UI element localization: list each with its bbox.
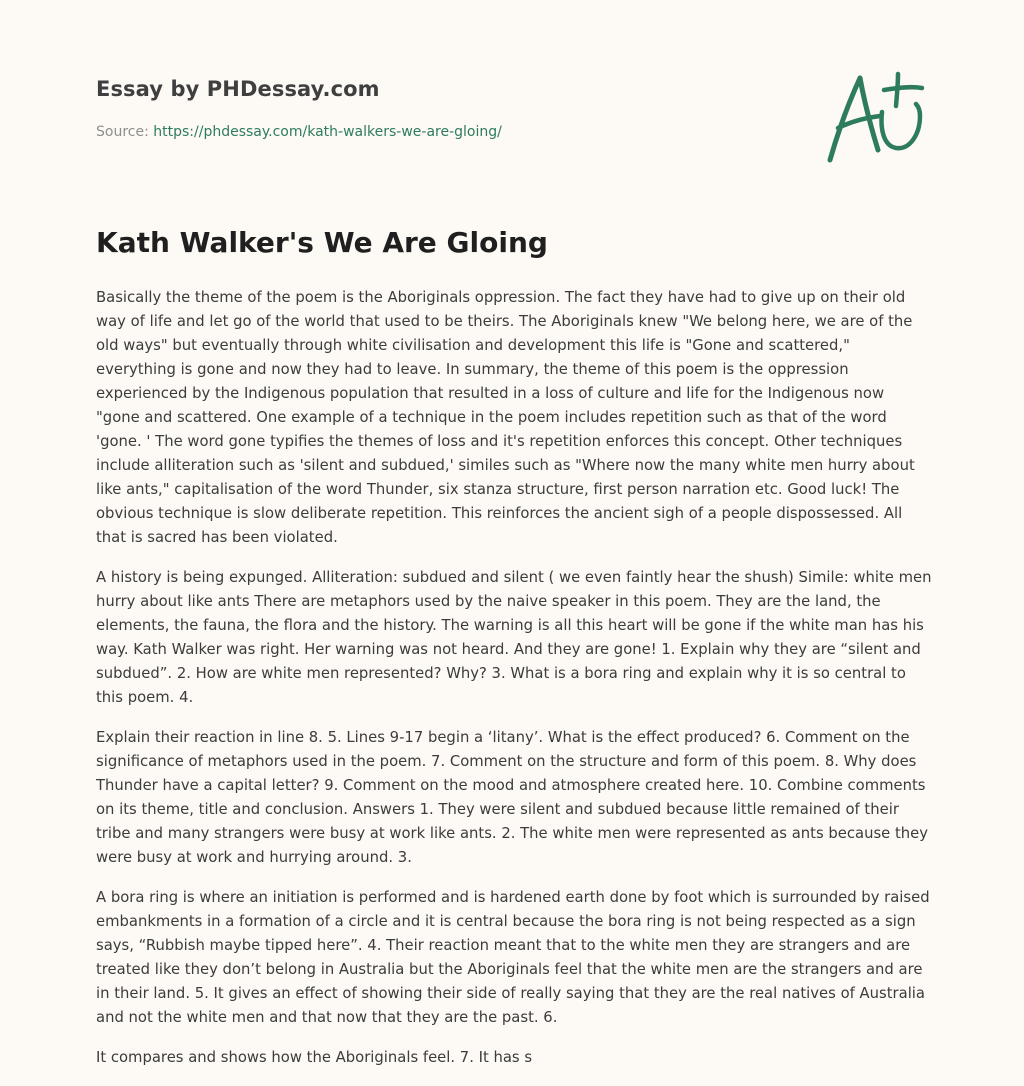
source-label: Source:	[96, 124, 154, 140]
a-plus-logo-icon	[824, 66, 928, 166]
essay-paragraph: Explain their reaction in line 8. 5. Lines 9-17 begin a ‘litany’. What is the effect produced? 6. Comment on the significance of metaphors used in the poem. 7. Comment on the structure and form of this poem. 8. Why does Thunder have a capital letter? 9. Comment on the mood and atmosphere created here. 10. Combine comments on its theme, title and conclusion. Answers 1. They were silent and subdued because little remained of their tribe and many strangers were busy at work like ants. 2. The white men were represented as ants because they were busy at work and hurrying around. 3.	[96, 729, 929, 866]
site-brand: Essay by PHDessay.com	[96, 77, 380, 101]
source-link[interactable]: https://phdessay.com/kath-walkers-we-are-gloing/	[153, 124, 502, 140]
essay-paragraph: Basically the theme of the poem is the Aboriginals oppression. The fact they have had to give up on their old way of life and let go of the world that used to be theirs. The Aboriginals knew "We belong here, we are of the old ways" but eventually through white civilisation and development this life is "Gone and scattered," everything is gone and now they had to leave. In summary, the theme of this poem is the oppression experienced by the Indigenous population that resulted in a loss of culture and life for the Indigenous now "gone and scattered. One example of a technique in the poem includes repetition such as that of the word 'gone. ' The word gone typifies the themes of loss and it's repetition enforces this concept. Other techniques include alliteration such as 'silent and subdued,' similes such as "Where now the many white men hurry about like ants," capitalisation of the word Thunder, six stanza structure, first person narration etc. Good luck! The obvious technique is slow deliberate repetition. This reinforces the ancient sigh of a people dispossessed. All that is sacred has been violated.	[96, 289, 915, 546]
essay-paragraph: A bora ring is where an initiation is performed and is hardened earth done by foot which is surrounded by raised embankments in a formation of a circle and it is central because the bora ring is not being respected as a sign says, “Rubbish maybe tipped here”. 4. Their reaction meant that to the white men they are strangers and are treated like they don’t belong in Australia but the Aboriginals feel that the white men are the strangers and are in their land. 5. It gives an effect of showing their side of really saying that they are the real natives of Australia and not the white men and that now that they are the past. 6.	[96, 889, 930, 1026]
essay-title: Kath Walker's We Are Gloing	[96, 226, 548, 259]
source-line	[96, 124, 502, 140]
essay-paragraph: A history is being expunged. Alliteration: subdued and silent ( we even faintly hear the shush) Simile: white men hurry about like ants There are metaphors used by the naive speaker in this poem. They are the land, the elements, the fauna, the flora and the history. The warning is all this heart will be gone if the white man has his way. Kath Walker was right. Her warning was not heard. And they are gone! 1. Explain why they are “silent and subdued”. 2. How are white men represented? Why? 3. What is a bora ring and explain why it is so central to this poem. 4.	[96, 569, 932, 706]
essay-body	[96, 286, 932, 1086]
essay-paragraph: It compares and shows how the Aboriginals feel. 7. It has s	[96, 1049, 533, 1066]
